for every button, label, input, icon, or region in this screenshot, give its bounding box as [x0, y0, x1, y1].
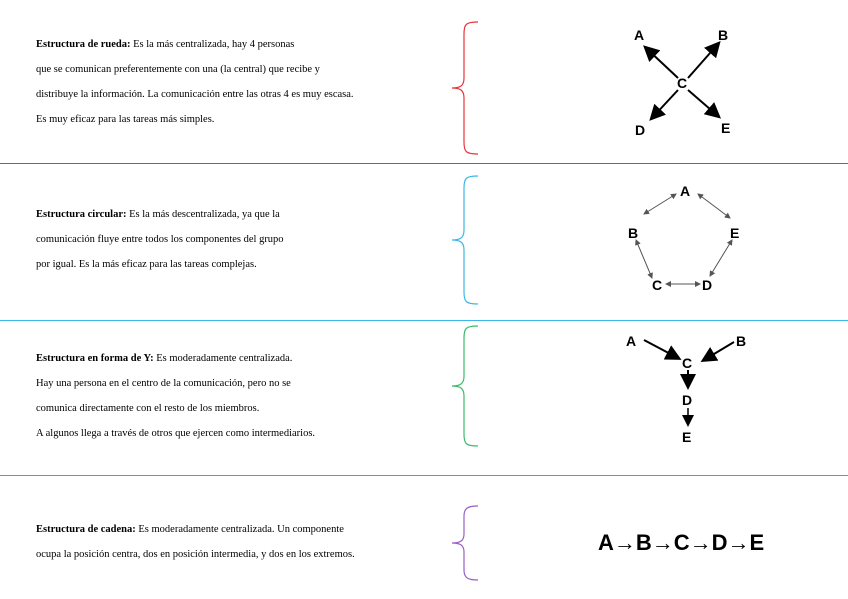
- cadena-line-2: ocupa la posición centra, dos en posición intermedia, y dos en los extremos.: [36, 549, 355, 560]
- y-divider: [0, 475, 848, 476]
- y-node-a: A: [626, 333, 637, 349]
- rueda-node-a: A: [634, 27, 645, 43]
- circular-title: Estructura circular:: [36, 209, 127, 220]
- circular-line-2: comunicación fluye entre todos los componentes del grupo: [36, 234, 284, 245]
- rueda-description: [36, 32, 354, 132]
- y-description: [36, 346, 315, 446]
- rueda-node-d: D: [635, 122, 646, 138]
- circular-divider: [0, 320, 848, 321]
- y-line-2: Hay una persona en el centro de la comunicación, pero no se: [36, 378, 291, 389]
- y-brace: [446, 324, 486, 448]
- cadena-chain: A→B→C→D→E: [598, 530, 765, 555]
- rueda-diagram: [620, 22, 740, 142]
- cadena-description: [36, 517, 355, 567]
- y-title: Estructura en forma de Y:: [36, 353, 154, 364]
- circular-node-c: C: [652, 277, 663, 293]
- rueda-node-b: B: [718, 27, 729, 43]
- circular-brace: [446, 174, 486, 306]
- y-node-c: C: [682, 355, 693, 371]
- circular-diagram: [620, 178, 750, 298]
- y-node-b: B: [736, 333, 747, 349]
- y-line-1: Estructura en forma de Y: Es moderadamente centralizada.: [36, 353, 293, 364]
- rueda-node-c: C: [677, 75, 688, 91]
- circular-node-d: D: [702, 277, 713, 293]
- circular-node-b: B: [628, 225, 639, 241]
- rueda-line-3: distribuye la información. La comunicación entre las otras 4 es muy escasa.: [36, 89, 354, 100]
- rueda-node-e: E: [721, 120, 731, 136]
- rueda-title: Estructura de rueda:: [36, 39, 131, 50]
- circular-node-a: A: [680, 183, 691, 199]
- y-node-d: D: [682, 392, 693, 408]
- circular-description: [36, 202, 284, 277]
- y-node-e: E: [682, 429, 692, 445]
- circular-line-1: Estructura circular: Es la más descentralizada, ya que la: [36, 209, 280, 220]
- y-line-4: A algunos llega a través de otros que ejercen como intermediarios.: [36, 428, 316, 439]
- rueda-line-4: Es muy eficaz para las tareas más simples.: [36, 114, 215, 125]
- rueda-divider: [0, 163, 848, 164]
- rueda-line-1: Estructura de rueda: Es la más centralizada, hay 4 personas: [36, 39, 295, 50]
- y-line-3: comunica directamente con el resto de los miembros.: [36, 403, 260, 414]
- cadena-title: Estructura de cadena:: [36, 524, 136, 535]
- rueda-line-2: que se comunican preferentemente con una (la central) que recibe y: [36, 64, 320, 75]
- cadena-brace: [446, 504, 486, 582]
- cadena-line-1: Estructura de cadena: Es moderadamente centralizada. Un componente: [36, 524, 344, 535]
- rueda-brace: [446, 20, 486, 156]
- circular-node-e: E: [730, 225, 740, 241]
- y-diagram: [620, 326, 760, 450]
- circular-line-3: por igual. Es la más eficaz para las tareas complejas.: [36, 259, 257, 270]
